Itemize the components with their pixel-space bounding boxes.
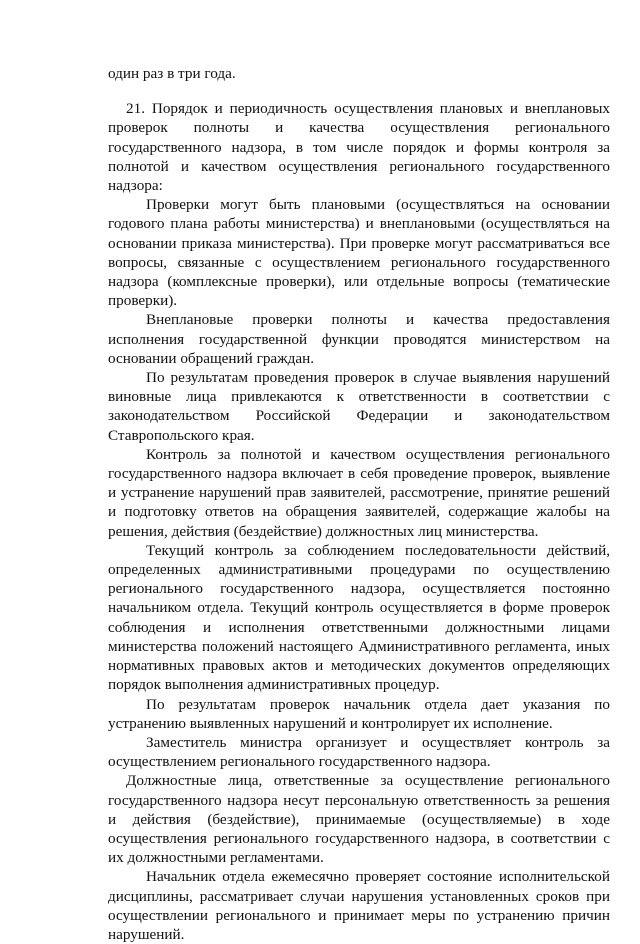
- paragraph-continuation: один раз в три года.: [108, 65, 236, 82]
- paragraph-inspection-results: По результатам проведения проверок в случае выявления нарушений виновные лица привлекаются к ответственности в соответствии с законодательством Российской Федерации и законодательством Ставропольского края.: [108, 369, 610, 444]
- paragraph-current-control: Текущий контроль за соблюдением последовательности действий, определенных административными процедурами по осуществлению регионального государственного надзора, осуществляется постоянно начальником отдела. Текущий контроль осуществляется в форме проверок соблюдения и исполнения ответственными должностными лицами министерства положений настоящего Административного регламента, иных нормативных правовых актов и методических документов определяющих порядок выполнения административных процедур.: [108, 541, 610, 694]
- paragraph-item-21: 21. Порядок и периодичность осуществления плановых и внеплановых проверок полноты и качества осуществления регионального государственного надзора, в том числе порядок и формы контроля за полнотой и качеством осуществления регионального государственного надзора:: [108, 100, 610, 195]
- paragraph-deputy-minister: Заместитель министра организует и осуществляет контроль за осуществлением регионального государственного надзора.: [108, 733, 610, 771]
- paragraph-department-head-instructions: По результатам проверок начальник отдела дает указания по устранению выявленных нарушений и контролирует их исполнение.: [108, 695, 610, 732]
- paragraph-monthly-discipline-check: Начальник отдела ежемесячно проверяет состояние исполнительской дисциплины, рассматривает случаи нарушения установленных сроков при осуществлении регионального и принимает меры по устранению причин нарушений.: [108, 868, 610, 943]
- paragraph-planned-inspections: Проверки могут быть плановыми (осуществляться на основании годового плана работы министерства) и внеплановыми (осуществляться на основании приказа министерства). При проверке могут рассматриваться все вопросы, связанные с осуществлением регионального государственного надзора (комплексные проверки), или отдельные вопросы (тематические проверки).: [108, 196, 610, 310]
- document-body: [108, 64, 610, 944]
- paragraph-officials-responsibility: Должностные лица, ответственные за осуществление регионального государственного надзора несут персональную ответственность за решения и действия (бездействие), принимаемые (осуществляемые) в ходе осуществления регионального государственного надзора, в соответствии с их должностными регламентами.: [108, 772, 610, 867]
- paragraph-unscheduled-inspections: Внеплановые проверки полноты и качества предоставления исполнения государственной функции проводятся министерством на основании обращений граждан.: [108, 311, 610, 367]
- paragraph-quality-control: Контроль за полнотой и качеством осуществления регионального государственного надзора включает в себя проведение проверок, выявление и устранение нарушений прав заявителей, рассмотрение, принятие решений и подготовку ответов на обращения заявителей, содержащие жалобы на решения, действия (бездействие) должностных лиц министерства.: [108, 445, 610, 540]
- paragraph-gap: [108, 83, 610, 99]
